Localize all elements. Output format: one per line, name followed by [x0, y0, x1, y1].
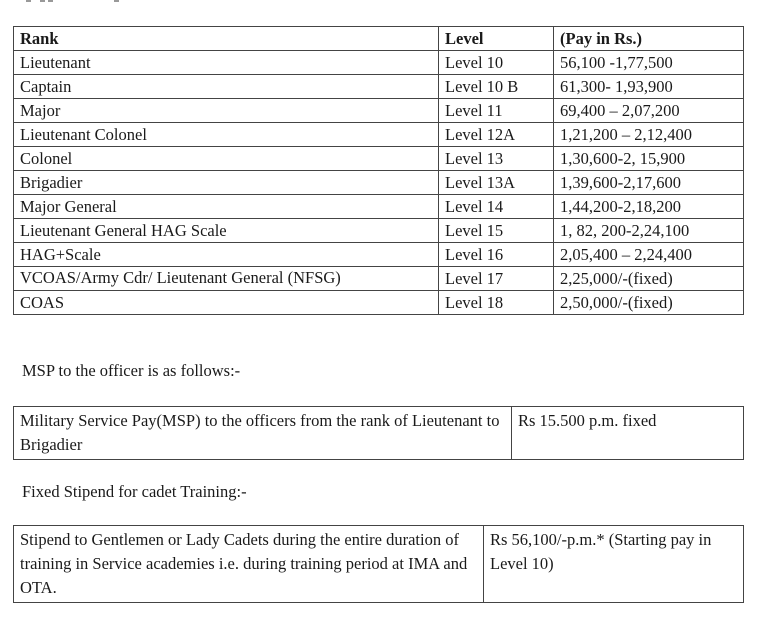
rank-cell: COAS	[14, 291, 439, 315]
msp-intro: MSP to the officer is as follows:-	[22, 361, 241, 380]
rank-cell: Lieutenant General HAG Scale	[14, 219, 439, 243]
stipend-row	[14, 526, 744, 603]
table-row	[14, 219, 744, 243]
table-row	[14, 171, 744, 195]
level-cell: Level 13	[439, 147, 554, 171]
level-cell: Level 11	[439, 99, 554, 123]
cropped-text-remnant	[26, 0, 126, 3]
stipend-amount: Rs 56,100/-p.m.* (Starting pay in Level 10)	[484, 526, 744, 603]
table-header-row	[14, 27, 744, 51]
level-cell: Level 15	[439, 219, 554, 243]
rank-cell: VCOAS/Army Cdr/ Lieutenant General (NFSG)	[14, 267, 439, 291]
pay-cell: 1,39,600-2,17,600	[554, 171, 744, 195]
rank-cell: Major General	[14, 195, 439, 219]
pay-cell: 1,44,200-2,18,200	[554, 195, 744, 219]
table-row	[14, 195, 744, 219]
pay-cell: 1, 82, 200-2,24,100	[554, 219, 744, 243]
header-pay: (Pay in Rs.)	[554, 27, 744, 51]
table-row	[14, 243, 744, 267]
rank-cell: HAG+Scale	[14, 243, 439, 267]
table-row	[14, 291, 744, 315]
rank-cell: Captain	[14, 75, 439, 99]
level-cell: Level 10	[439, 51, 554, 75]
level-cell: Level 10 B	[439, 75, 554, 99]
pay-cell: 2,05,400 – 2,24,400	[554, 243, 744, 267]
header-level: Level	[439, 27, 554, 51]
rank-cell: Colonel	[14, 147, 439, 171]
msp-description: Military Service Pay(MSP) to the officers from the rank of Lieutenant to Brigadier	[14, 407, 512, 460]
msp-table	[13, 406, 744, 460]
table-row	[14, 147, 744, 171]
rank-cell: Brigadier	[14, 171, 439, 195]
rank-cell: Lieutenant Colonel	[14, 123, 439, 147]
table-row	[14, 75, 744, 99]
level-cell: Level 12A	[439, 123, 554, 147]
msp-row	[14, 407, 744, 460]
table-row	[14, 267, 744, 291]
stipend-description: Stipend to Gentlemen or Lady Cadets during the entire duration of training in Service academies i.e. during training period at IMA and OTA.	[14, 526, 484, 603]
level-cell: Level 16	[439, 243, 554, 267]
pay-scale-table	[13, 26, 744, 315]
level-cell: Level 17	[439, 267, 554, 291]
header-rank: Rank	[14, 27, 439, 51]
pay-cell: 1,21,200 – 2,12,400	[554, 123, 744, 147]
pay-cell: 2,50,000/-(fixed)	[554, 291, 744, 315]
pay-cell: 69,400 – 2,07,200	[554, 99, 744, 123]
level-cell: Level 13A	[439, 171, 554, 195]
pay-cell: 61,300- 1,93,900	[554, 75, 744, 99]
level-cell: Level 18	[439, 291, 554, 315]
rank-cell: Major	[14, 99, 439, 123]
stipend-intro: Fixed Stipend for cadet Training:-	[22, 482, 247, 501]
stipend-table	[13, 525, 744, 603]
pay-cell: 56,100 -1,77,500	[554, 51, 744, 75]
level-cell: Level 14	[439, 195, 554, 219]
table-row	[14, 99, 744, 123]
pay-cell: 2,25,000/-(fixed)	[554, 267, 744, 291]
table-row	[14, 123, 744, 147]
rank-cell: Lieutenant	[14, 51, 439, 75]
table-row	[14, 51, 744, 75]
pay-cell: 1,30,600-2, 15,900	[554, 147, 744, 171]
msp-amount: Rs 15.500 p.m. fixed	[512, 407, 744, 460]
